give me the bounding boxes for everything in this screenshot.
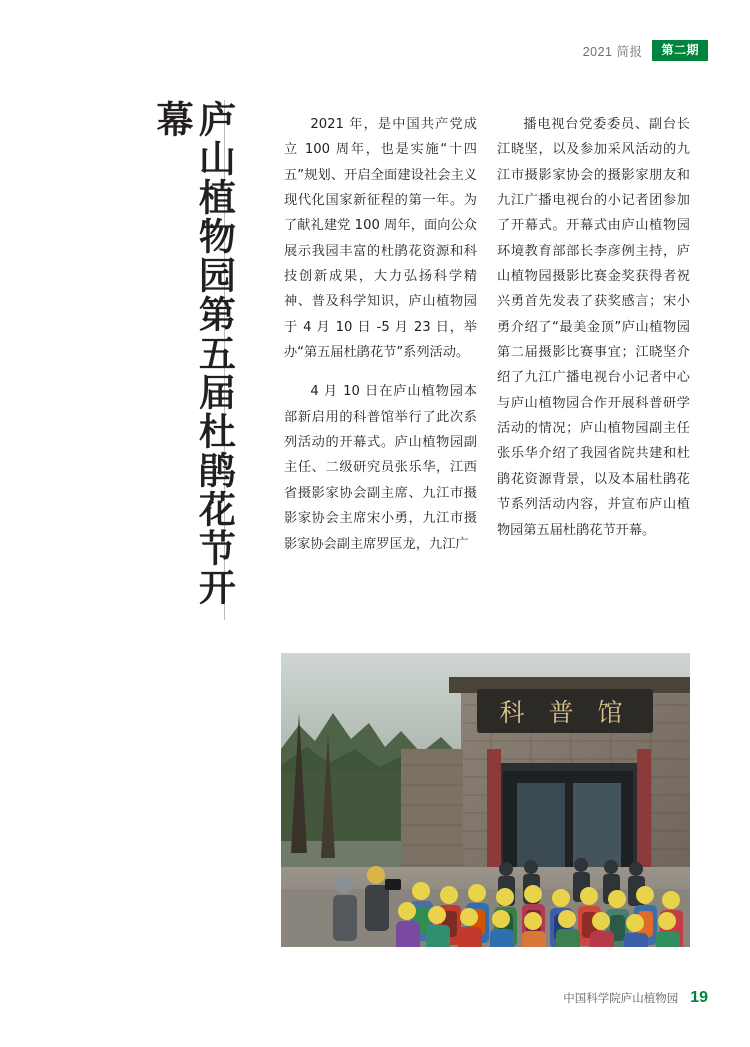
paragraph: 播电视台党委委员、副台长江晓坚，以及参加采风活动的九江市摄影家协会的摄影家朋友和九江广播电视台的小记者团参加了开幕式。开幕式由庐山植物园环境教育部部长李彦例主持，庐山植物园摄影比赛金奖获得者祝兴勇首先发表了获奖感言；宋小勇介绍了“最美金顶”庐山植物园第二届摄影比赛事宜；江晓坚介绍了九江广播电视台小记者中心与庐山植物园合作开展科普研学活动的情况；庐山植物园副主任张乐华介绍了我园省院共建和杜鹃花资源背景，以及本届杜鹃花节系列活动内容，并宣布庐山植物园第五届杜鹃花节开幕。: [497, 117, 690, 538]
svg-text:科 普 馆: 科 普 馆: [499, 698, 631, 727]
page-footer: [563, 989, 708, 1007]
page-header: [583, 40, 708, 61]
photo-illustration: [281, 653, 690, 947]
header-year-label: 2021 简报: [582, 44, 643, 59]
page-title: 庐山植物园第五届杜鹃花节开幕: [150, 100, 236, 607]
page-number: 19: [690, 989, 708, 1006]
paragraph: 4 月 10 日在庐山植物园本部新启用的科普馆举行了此次系列活动的开幕式。庐山植物园副主任、二级研究员张乐华，江西省摄影家协会副主席、九江市摄影家协会主席宋小勇，九江市摄影家协会副主席罗匡龙，九江广: [284, 384, 477, 552]
issue-badge: 第二期: [652, 40, 708, 61]
article-title-block: [150, 100, 236, 620]
article-column-left: [284, 112, 477, 571]
footer-organization: 中国科学院庐山植物园: [563, 993, 679, 1005]
paragraph: 2021 年，是中国共产党成立 100 周年，也是实施“十四五”规划、开启全面建设社会主义现代化国家新征程的第一年。为了献礼建党 100 周年，面向公众展示我园丰富的杜鹃花资源和科技创新成果，大力弘扬科学精神、普及科学知识，庐山植物园于 4 月 10 日 -5 月 23 日，举办“第五届杜鹃花节”系列活动。: [284, 117, 477, 361]
article-column-right: [497, 112, 690, 557]
article-photo: [281, 653, 690, 947]
